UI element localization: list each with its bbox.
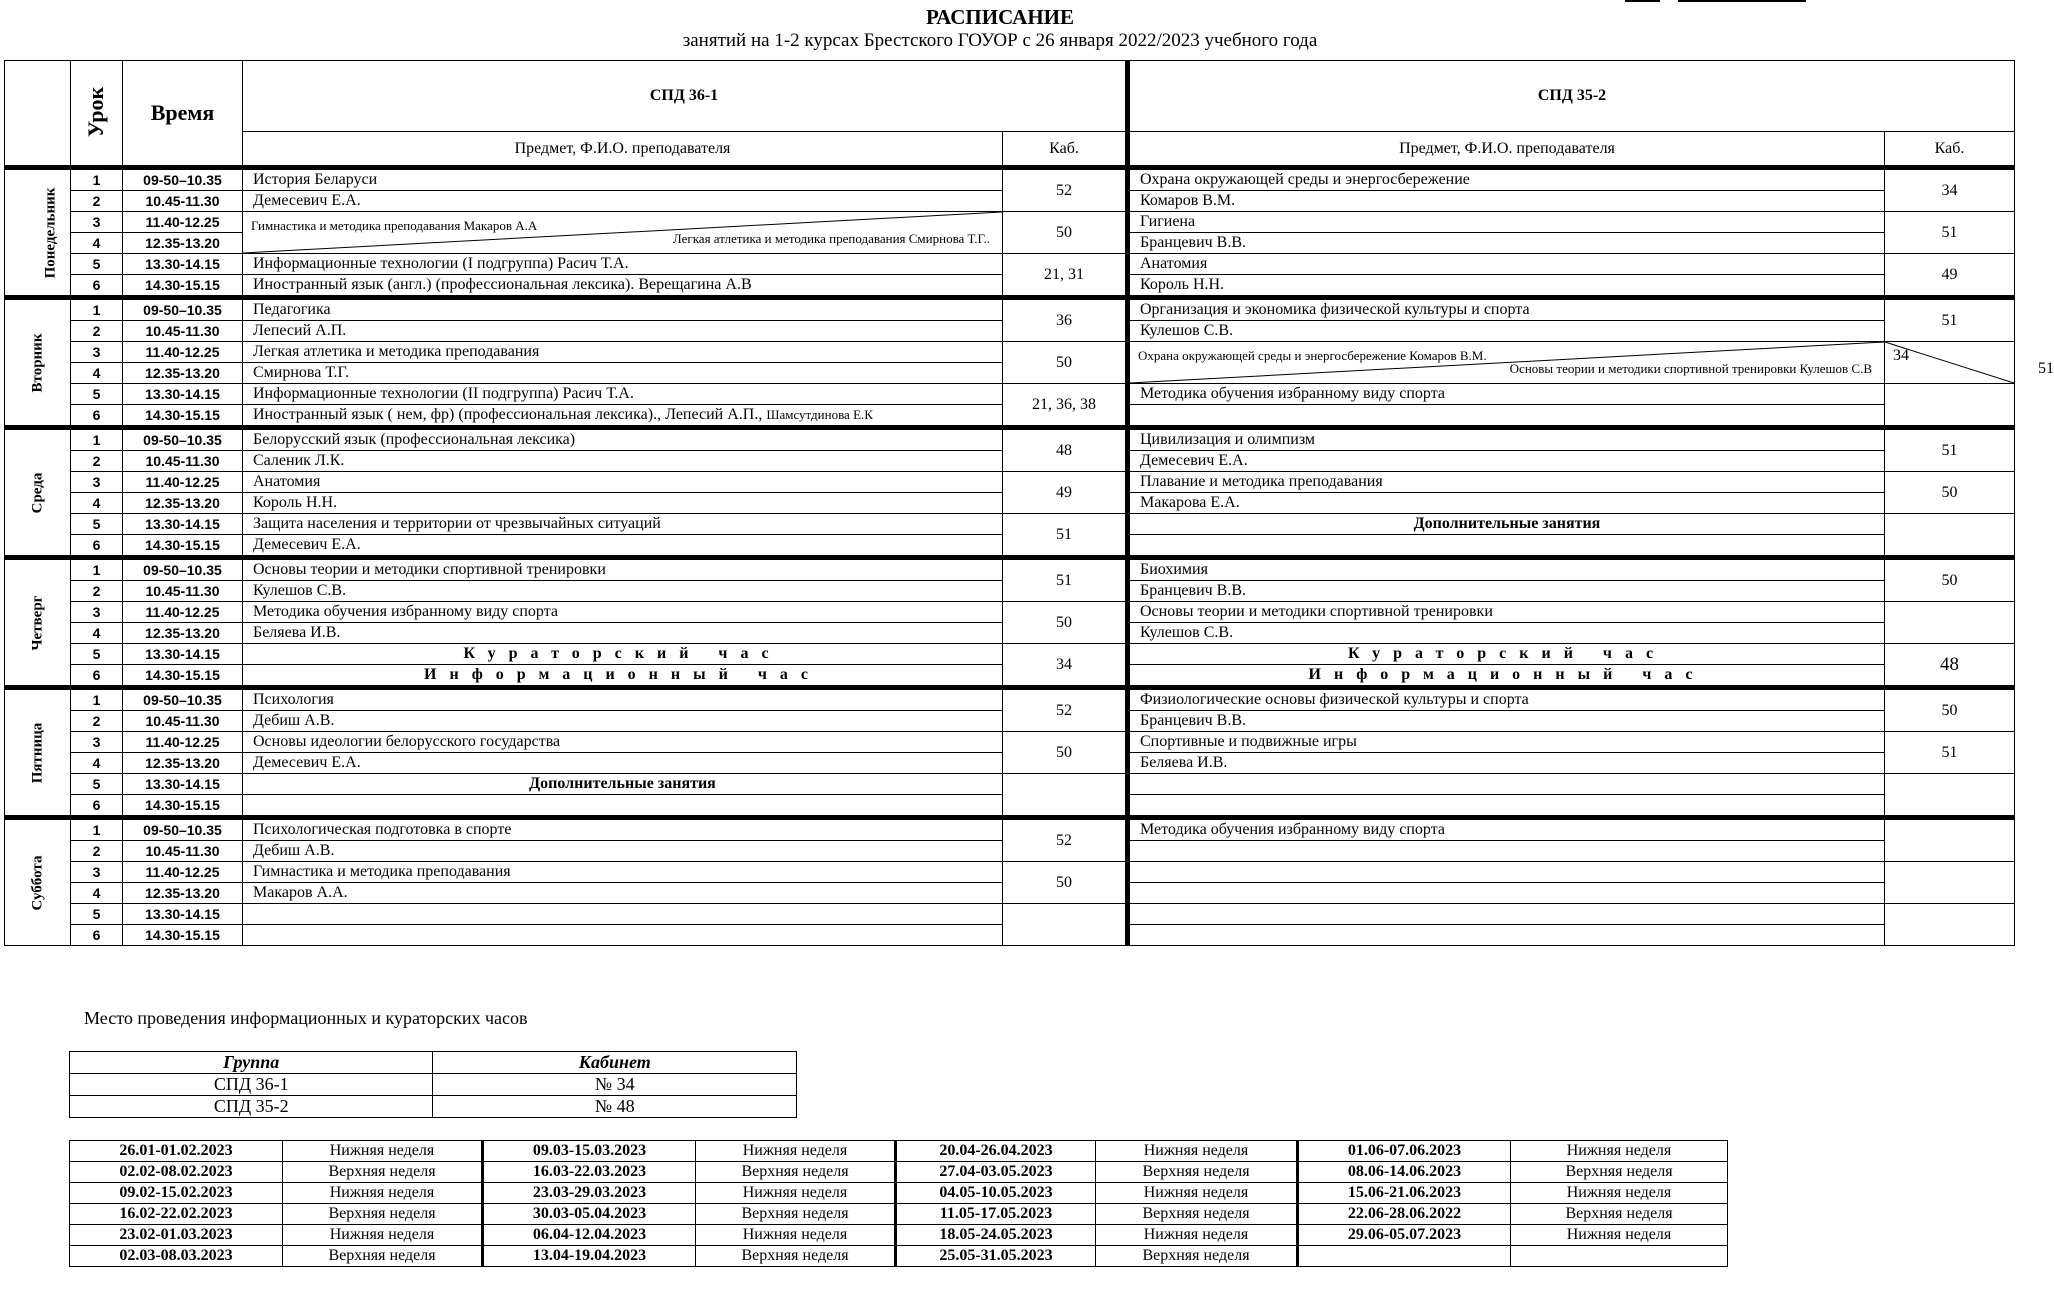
week-type: Верхняя неделя (283, 1246, 483, 1267)
subject-name: Анатомия (243, 472, 1003, 493)
week-type: Нижняя неделя (1511, 1141, 1728, 1162)
subject-name: Анатомия (1128, 254, 1885, 275)
lesson-number: 2 (71, 841, 123, 862)
teacher-name (1128, 841, 1885, 862)
place-label: Место проведения информационных и кураторских часов (84, 1008, 528, 1028)
room-cell: 21, 31 (1003, 254, 1128, 298)
header-lesson (71, 61, 123, 168)
week-dates: 08.06-14.06.2023 (1298, 1162, 1511, 1183)
week-dates: 26.01-01.02.2023 (70, 1141, 283, 1162)
day-label (5, 558, 71, 688)
room-cell: 48 (1003, 428, 1128, 472)
week-type: Нижняя неделя (283, 1141, 483, 1162)
week-dates: 23.03-29.03.2023 (483, 1183, 696, 1204)
subject-name: Гимнастика и методика преподавания (243, 862, 1003, 883)
lesson-time: 14.30-15.15 (123, 795, 243, 818)
subject-name: Основы идеологии белорусского государства (243, 732, 1003, 753)
lesson-number: 5 (71, 644, 123, 665)
extra-classes: Дополнительные занятия (1128, 514, 1885, 535)
week-type: Нижняя неделя (696, 1183, 896, 1204)
lesson-time: 13.30-14.15 (123, 644, 243, 665)
header-time: Время (123, 61, 243, 168)
lesson-number: 1 (71, 688, 123, 711)
empty-cell (1128, 535, 1885, 558)
lesson-time: 10.45-11.30 (123, 711, 243, 732)
week-dates: 25.05-31.05.2023 (896, 1246, 1096, 1267)
day-name: Вторник (29, 333, 46, 392)
teacher-name: Дебиш А.В. (243, 711, 1003, 732)
subject-name: Основы теории и методики спортивной тренировки (243, 558, 1003, 581)
teacher-name: Дебиш А.В. (243, 841, 1003, 862)
week-type: Нижняя неделя (1511, 1183, 1728, 1204)
lesson-number: 5 (71, 384, 123, 405)
lesson-number: 5 (71, 514, 123, 535)
day-name: Суббота (29, 855, 46, 910)
teacher-name: Смирнова Т.Г. (243, 363, 1003, 384)
info-hour: Информационный час (243, 665, 1003, 688)
header-subject-1: Предмет, Ф.И.О. преподавателя (243, 132, 1003, 168)
week-type: Верхняя неделя (283, 1162, 483, 1183)
lesson-time: 14.30-15.15 (123, 925, 243, 946)
teacher-name: Лепесий А.П. (243, 321, 1003, 342)
subject-name: Психология (243, 688, 1003, 711)
subject-name: Физиологические основы физической культуры и спорта (1128, 688, 1885, 711)
subject-name: Информационные технологии (II подгруппа) Расич Т.А. (243, 384, 1003, 405)
week-dates: 18.05-24.05.2023 (896, 1225, 1096, 1246)
lesson-time: 11.40-12.25 (123, 342, 243, 363)
week-type: Верхняя неделя (696, 1246, 896, 1267)
lesson-time: 14.30-15.15 (123, 535, 243, 558)
header-room-2: Каб. (1885, 132, 2015, 168)
lesson-time: 13.30-14.15 (123, 904, 243, 925)
room-cell (1885, 774, 2015, 818)
subject-name: Цивилизация и олимпизм (1128, 428, 1885, 451)
lesson-time: 14.30-15.15 (123, 665, 243, 688)
split-subject-b: Легкая атлетика и методика преподавания Смирнова Т.Г.. (672, 231, 990, 246)
curator-hour: Кураторский час (1128, 644, 1885, 665)
week-dates: 06.04-12.04.2023 (483, 1225, 696, 1246)
signature-line (1625, 0, 1660, 2)
week-dates: 02.02-08.02.2023 (70, 1162, 283, 1183)
teacher-name: Комаров В.М. (1128, 191, 1885, 212)
subject-name: Информационные технологии (I подгруппа) Расич Т.А. (243, 254, 1003, 275)
room-cell (1003, 774, 1128, 818)
room-cell: 36 (1003, 298, 1128, 342)
lesson-number: 6 (71, 665, 123, 688)
lesson-number: 3 (71, 472, 123, 493)
subject-name: Организация и экономика физической культуры и спорта (1128, 298, 1885, 321)
lesson-number: 2 (71, 321, 123, 342)
teacher-name: Демесевич Е.А. (243, 191, 1003, 212)
teacher-name: Саленик Л.К. (243, 451, 1003, 472)
page-subtitle: занятий на 1-2 курсах Брестского ГОУОР с 26 января 2022/2023 учебного года (682, 30, 1318, 51)
room-cell (1003, 904, 1128, 946)
teacher-name-small: Шамсутдинова Е.К (766, 407, 873, 422)
lesson-time: 14.30-15.15 (123, 275, 243, 298)
lesson-number: 4 (71, 623, 123, 644)
lesson-number: 4 (71, 753, 123, 774)
teacher-name: Кулешов С.В. (1128, 321, 1885, 342)
lesson-time: 09-50–10.35 (123, 558, 243, 581)
room-cell: 50 (1003, 212, 1128, 254)
lesson-number: 5 (71, 904, 123, 925)
week-dates: 16.03-22.03.2023 (483, 1162, 696, 1183)
lesson-number: 1 (71, 428, 123, 451)
room-cell (1885, 862, 2015, 904)
room-cell: 51 (1885, 298, 2015, 342)
subject-name: Методика обучения избранному виду спорта (1128, 818, 1885, 841)
lesson-time: 12.35-13.20 (123, 233, 243, 254)
subject-name: Охрана окружающей среды и энергосбережение (1128, 168, 1885, 191)
lesson-number: 5 (71, 254, 123, 275)
week-dates: 16.02-22.02.2023 (70, 1204, 283, 1225)
split-subject-b: Основы теории и методики спортивной тренировки Кулешов С.В (1509, 361, 1872, 376)
week-dates: 11.05-17.05.2023 (896, 1204, 1096, 1225)
lesson-number: 1 (71, 298, 123, 321)
subject-name: Белорусский язык (профессиональная лексика) (243, 428, 1003, 451)
day-label (5, 298, 71, 428)
week-type: Нижняя неделя (1096, 1141, 1298, 1162)
week-dates: 27.04-03.05.2023 (896, 1162, 1096, 1183)
week-dates: 30.03-05.04.2023 (483, 1204, 696, 1225)
group-name: СПД 35-2 (70, 1096, 433, 1118)
teacher-name (243, 925, 1003, 946)
lesson-time: 13.30-14.15 (123, 384, 243, 405)
week-type: Нижняя неделя (1096, 1183, 1298, 1204)
teacher-name (1128, 883, 1885, 904)
week-dates: 15.06-21.06.2023 (1298, 1183, 1511, 1204)
teacher-name: Иностранный язык (англ.) (профессиональная лексика). Верещагина А.В (243, 275, 1003, 298)
day-label (5, 688, 71, 818)
lesson-time: 10.45-11.30 (123, 321, 243, 342)
room-cell (1885, 384, 2015, 428)
subject-name (243, 904, 1003, 925)
teacher-name (1128, 795, 1885, 818)
subject-name: Плавание и методика преподавания (1128, 472, 1885, 493)
lesson-number: 4 (71, 233, 123, 254)
week-type: Верхняя неделя (1511, 1162, 1728, 1183)
room-cell: 51 (1003, 558, 1128, 602)
room-cell: 34 (1003, 644, 1128, 688)
room-cell: 50 (1003, 602, 1128, 644)
teacher-name: Макарова Е.А. (1128, 493, 1885, 514)
groups-header-group: Группа (70, 1052, 433, 1074)
lesson-number: 6 (71, 795, 123, 818)
subject-name (1128, 862, 1885, 883)
week-type: Нижняя неделя (696, 1225, 896, 1246)
room-cell: 50 (1885, 472, 2015, 514)
week-dates: 20.04-26.04.2023 (896, 1141, 1096, 1162)
lesson-number: 3 (71, 732, 123, 753)
room-a: 34 (1893, 347, 1909, 364)
lesson-number: 3 (71, 342, 123, 363)
groups-table (69, 1051, 797, 1118)
week-type: Верхняя неделя (1096, 1162, 1298, 1183)
day-label (5, 428, 71, 558)
teacher-name: Демесевич Е.А. (243, 535, 1003, 558)
week-dates: 09.02-15.02.2023 (70, 1183, 283, 1204)
room-cell: 21, 36, 38 (1003, 384, 1128, 428)
group-name: СПД 36-1 (70, 1074, 433, 1096)
teacher-name: Демесевич Е.А. (1128, 451, 1885, 472)
week-dates: 04.05-10.05.2023 (896, 1183, 1096, 1204)
subject-name: Гигиена (1128, 212, 1885, 233)
teacher-name (243, 405, 1003, 428)
room-cell: 51 (1003, 514, 1128, 558)
lesson-time: 13.30-14.15 (123, 774, 243, 795)
subject-name: История Беларуси (243, 168, 1003, 191)
teacher-name: Беляева И.В. (243, 623, 1003, 644)
lesson-number: 6 (71, 275, 123, 298)
subject-name: Методика обучения избранному виду спорта (243, 602, 1003, 623)
room-cell: 52 (1003, 688, 1128, 732)
teacher-name: Макаров А.А. (243, 883, 1003, 904)
teacher-name: Кулешов С.В. (1128, 623, 1885, 644)
teacher-name (1128, 405, 1885, 428)
room-cell: 52 (1003, 168, 1128, 212)
lesson-number: 6 (71, 535, 123, 558)
lesson-number: 4 (71, 883, 123, 904)
room-cell: 50 (1885, 558, 2015, 602)
subject-name: Спортивные и подвижные игры (1128, 732, 1885, 753)
subject-name: Педагогика (243, 298, 1003, 321)
lesson-time: 11.40-12.25 (123, 732, 243, 753)
room-cell (1885, 602, 2015, 644)
week-dates: 29.06-05.07.2023 (1298, 1225, 1511, 1246)
header-room-1: Каб. (1003, 132, 1128, 168)
lesson-time: 10.45-11.30 (123, 841, 243, 862)
weeks-table (69, 1140, 1728, 1267)
room-cell: 34 (1885, 168, 2015, 212)
week-type: Нижняя неделя (1096, 1225, 1298, 1246)
split-subject-cell (1128, 342, 1885, 384)
teacher-name: Король Н.Н. (243, 493, 1003, 514)
lesson-time: 12.35-13.20 (123, 623, 243, 644)
room-cell: 51 (1885, 732, 2015, 774)
split-subject-cell (243, 212, 1003, 254)
teacher-name: Бранцевич В.В. (1128, 233, 1885, 254)
room-cell (1885, 514, 2015, 558)
lesson-number: 5 (71, 774, 123, 795)
room-cell: 51 (1885, 428, 2015, 472)
room-cell: 50 (1003, 732, 1128, 774)
week-type (1511, 1246, 1728, 1267)
week-dates (1298, 1246, 1511, 1267)
page-title: РАСПИСАНИЕ (925, 5, 1075, 29)
day-name: Пятница (29, 722, 46, 783)
week-type: Верхняя неделя (1511, 1204, 1728, 1225)
extra-classes: Дополнительные занятия (243, 774, 1003, 795)
lesson-number: 1 (71, 558, 123, 581)
teacher-name: Беляева И.В. (1128, 753, 1885, 774)
lesson-time: 11.40-12.25 (123, 602, 243, 623)
week-type: Нижняя неделя (283, 1183, 483, 1204)
room-cell: 50 (1885, 688, 2015, 732)
lesson-number: 4 (71, 493, 123, 514)
day-name: Четверг (29, 595, 46, 650)
lesson-number: 4 (71, 363, 123, 384)
subject-name: Психологическая подготовка в спорте (243, 818, 1003, 841)
day-label (5, 818, 71, 946)
lesson-number: 6 (71, 925, 123, 946)
split-room-cell (1885, 342, 2054, 384)
room-cell: 48 (1885, 644, 2015, 688)
lesson-time: 12.35-13.20 (123, 753, 243, 774)
lesson-number: 3 (71, 602, 123, 623)
week-type: Верхняя неделя (1096, 1204, 1298, 1225)
room-cell: 52 (1003, 818, 1128, 862)
week-dates: 02.03-08.03.2023 (70, 1246, 283, 1267)
subject-name: Методика обучения избранному виду спорта (1128, 384, 1885, 405)
room-cell (1885, 818, 2015, 862)
day-label (5, 168, 71, 298)
lesson-time: 10.45-11.30 (123, 451, 243, 472)
lesson-time: 11.40-12.25 (123, 862, 243, 883)
info-hour: Информационный час (1128, 665, 1885, 688)
lesson-time: 09-50–10.35 (123, 298, 243, 321)
lesson-time: 12.35-13.20 (123, 883, 243, 904)
subject-name: Легкая атлетика и методика преподавания (243, 342, 1003, 363)
split-subject-a: Охрана окружающей среды и энергосбережение Комаров В.М. (1138, 348, 1487, 363)
header-group-1: СПД 36-1 (243, 61, 1128, 132)
week-dates: 09.03-15.03.2023 (483, 1141, 696, 1162)
teacher-name: Бранцевич В.В. (1128, 581, 1885, 602)
lesson-number: 2 (71, 711, 123, 732)
lesson-time: 09-50–10.35 (123, 168, 243, 191)
header-subject-2: Предмет, Ф.И.О. преподавателя (1128, 132, 1885, 168)
lesson-time: 09-50–10.35 (123, 818, 243, 841)
room-cell (1885, 904, 2015, 946)
subject-name: Защита населения и территории от чрезвычайных ситуаций (243, 514, 1003, 535)
signature-line (1678, 0, 1806, 2)
week-type: Нижняя неделя (1511, 1225, 1728, 1246)
subject-name: Биохимия (1128, 558, 1885, 581)
split-subject-a: Гимнастика и методика преподавания Макаров А.А (251, 218, 538, 233)
curator-hour: Кураторский час (243, 644, 1003, 665)
teacher-name: Бранцевич В.В. (1128, 711, 1885, 732)
teacher-name: Демесевич Е.А. (243, 753, 1003, 774)
room-cell: 50 (1003, 342, 1128, 384)
subject-name (1128, 904, 1885, 925)
week-type: Верхняя неделя (696, 1162, 896, 1183)
lesson-time: 13.30-14.15 (123, 514, 243, 535)
lesson-number: 3 (71, 212, 123, 233)
room-cell: 51 (1885, 212, 2015, 254)
week-type: Нижняя неделя (283, 1225, 483, 1246)
day-name: Понедельник (42, 187, 59, 278)
group-room: № 48 (433, 1096, 797, 1118)
week-type: Верхняя неделя (1096, 1246, 1298, 1267)
lesson-time: 12.35-13.20 (123, 493, 243, 514)
week-dates: 23.02-01.03.2023 (70, 1225, 283, 1246)
room-b: 51 (2038, 360, 2054, 377)
lesson-time: 09-50–10.35 (123, 688, 243, 711)
week-dates: 13.04-19.04.2023 (483, 1246, 696, 1267)
room-cell: 49 (1885, 254, 2015, 298)
empty-cell (243, 795, 1003, 818)
schedule-table (4, 60, 2054, 946)
lesson-time: 09-50–10.35 (123, 428, 243, 451)
lesson-number: 2 (71, 581, 123, 602)
subject-name: Основы теории и методики спортивной тренировки (1128, 602, 1885, 623)
lesson-time: 13.30-14.15 (123, 254, 243, 275)
lesson-time: 10.45-11.30 (123, 191, 243, 212)
groups-header-room: Кабинет (433, 1052, 797, 1074)
lesson-time: 11.40-12.25 (123, 472, 243, 493)
week-dates: 01.06-07.06.2023 (1298, 1141, 1511, 1162)
lesson-number: 2 (71, 451, 123, 472)
corner-cell (5, 61, 71, 168)
lesson-time: 12.35-13.20 (123, 363, 243, 384)
lesson-number: 1 (71, 168, 123, 191)
lesson-number: 3 (71, 862, 123, 883)
header-lesson-label: Урок (83, 86, 109, 137)
week-dates: 22.06-28.06.2022 (1298, 1204, 1511, 1225)
teacher-name: Кулешов С.В. (243, 581, 1003, 602)
day-name: Среда (29, 472, 46, 513)
week-type: Верхняя неделя (283, 1204, 483, 1225)
header-group-2: СПД 35-2 (1128, 61, 2015, 132)
subject-name (1128, 774, 1885, 795)
teacher-name-part: Иностранный язык ( нем, фр) (профессиональная лексика)., Лепесий А.П., (253, 406, 767, 423)
lesson-number: 2 (71, 191, 123, 212)
week-type: Нижняя неделя (696, 1141, 896, 1162)
lesson-number: 6 (71, 405, 123, 428)
lesson-time: 11.40-12.25 (123, 212, 243, 233)
room-cell: 50 (1003, 862, 1128, 904)
teacher-name: Король Н.Н. (1128, 275, 1885, 298)
week-type: Верхняя неделя (696, 1204, 896, 1225)
room-cell: 49 (1003, 472, 1128, 514)
lesson-time: 10.45-11.30 (123, 581, 243, 602)
lesson-number: 1 (71, 818, 123, 841)
group-room: № 34 (433, 1074, 797, 1096)
teacher-name (1128, 925, 1885, 946)
lesson-time: 14.30-15.15 (123, 405, 243, 428)
